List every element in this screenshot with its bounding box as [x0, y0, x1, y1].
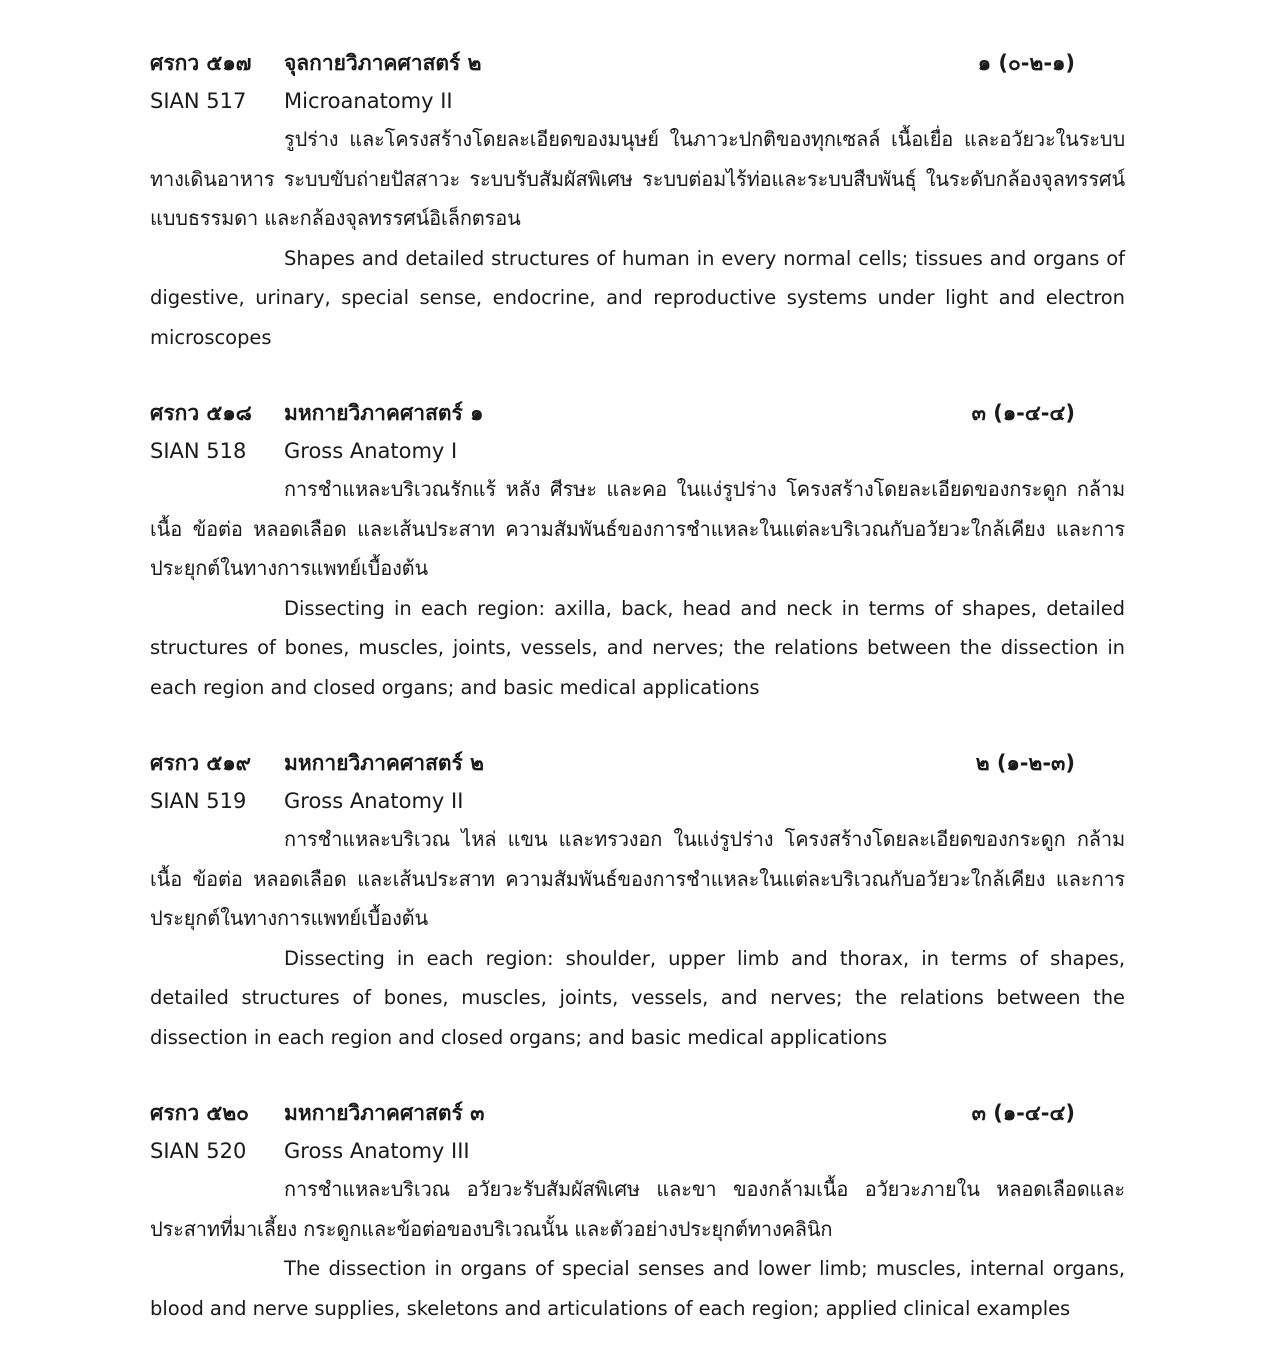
course-thai-heading — [150, 744, 1125, 782]
course-english-code: SIAN 520 — [150, 1139, 247, 1163]
course-thai-heading — [150, 394, 1125, 432]
course-english-code: SIAN 518 — [150, 439, 247, 463]
course-thai-description: การชำแหละบริเวณรักแร้ หลัง ศีรษะ และคอ ในแง่รูปร่าง โครงสร้างโดยละเอียดของกระดูก กล้ามเนื้อ ข้อต่อ หลอดเลือด และเส้นประสาท ความสัมพันธ์ของการชำแหละในแต่ละบริเวณกับอวัยวะใกล้เคียง และการประยุกต์ในทางการแพทย์เบื้องต้น — [150, 477, 1125, 580]
course-english-description: Dissecting in each region: axilla, back, head and neck in terms of shapes, detailed structures of bones, muscles, joints, vessels, and nerves; the relations between the dissection in each region and closed organs; and basic medical applications — [150, 596, 1125, 699]
course-thai-title: มหกายวิภาคศาสตร์ ๑ — [284, 401, 484, 425]
course-english-code: SIAN 517 — [150, 89, 247, 113]
course-thai-heading — [150, 44, 1125, 82]
course-english-description: The dissection in organs of special senses and lower limb; muscles, internal organs, blood and nerve supplies, skeletons and articulations of each region; applied clinical examples — [150, 1257, 1125, 1320]
course-english-description: Dissecting in each region: shoulder, upper limb and thorax, in terms of shapes, detailed structures of bones, muscles, joints, vessels, and nerves; the relations between the dissection in each region and closed organs; and basic medical applications — [150, 946, 1125, 1049]
course-thai-description: การชำแหละบริเวณ ไหล่ แขน และทรวงอก ในแง่รูปร่าง โครงสร้างโดยละเอียดของกระดูก กล้ามเนื้อ ข้อต่อ หลอดเลือด และเส้นประสาท ความสัมพันธ์ของการชำแหละในแต่ละบริเวณกับอวัยวะใกล้เคียง และการประยุกต์ในทางการแพทย์เบื้องต้น — [150, 827, 1125, 930]
course-english-heading — [150, 782, 1125, 820]
course-credits: ๒ (๑-๒-๓) — [975, 751, 1075, 775]
course-thai-description: การชำแหละบริเวณ อวัยวะรับสัมผัสพิเศษ และขา ของกล้ามเนื้อ อวัยวะภายใน หลอดเลือดและประสาทที่มาเลี้ยง กระดูกและข้อต่อของบริเวณนั้น และตัวอย่างประยุกต์ทางคลินิก — [150, 1177, 1125, 1241]
course-english-title: Microanatomy II — [284, 89, 453, 113]
course-entry-sian-520 — [150, 1094, 1125, 1328]
course-english-heading — [150, 82, 1125, 120]
course-thai-code: ศรกว ๕๒๐ — [150, 1101, 249, 1125]
course-thai-code: ศรกว ๕๑๙ — [150, 751, 252, 775]
course-thai-heading — [150, 1094, 1125, 1132]
course-credits: ๓ (๑-๔-๔) — [971, 401, 1075, 425]
course-english-description: Shapes and detailed structures of human in every normal cells; tissues and organs of digestive, urinary, special sense, endocrine, and reproductive systems under light and electron microscopes — [150, 246, 1125, 349]
course-english-heading — [150, 1132, 1125, 1170]
course-description-page — [150, 44, 1125, 1328]
course-english-code: SIAN 519 — [150, 789, 247, 813]
course-english-title: Gross Anatomy II — [284, 789, 464, 813]
course-credits: ๑ (๐-๒-๑) — [977, 51, 1075, 75]
course-thai-description: รูปร่าง และโครงสร้างโดยละเอียดของมนุษย์ ในภาวะปกติของทุกเซลล์ เนื้อเยื่อ และอวัยวะในระบบทางเดินอาหาร ระบบขับถ่ายปัสสาวะ ระบบรับสัมผัสพิเศษ ระบบต่อมไร้ท่อและระบบสืบพันธุ์ ในระดับกล้องจุลทรรศน์แบบธรรมดา และกล้องจุลทรรศน์อิเล็กตรอน — [150, 127, 1125, 230]
course-english-title: Gross Anatomy III — [284, 1139, 470, 1163]
course-entry-sian-518 — [150, 394, 1125, 707]
course-english-title: Gross Anatomy I — [284, 439, 458, 463]
course-thai-code: ศรกว ๕๑๘ — [150, 401, 252, 425]
course-thai-title: จุลกายวิภาคศาสตร์ ๒ — [284, 51, 482, 75]
course-entry-sian-517 — [150, 44, 1125, 357]
course-thai-title: มหกายวิภาคศาสตร์ ๒ — [284, 751, 484, 775]
course-credits: ๓ (๑-๔-๔) — [971, 1101, 1075, 1125]
course-entry-sian-519 — [150, 744, 1125, 1057]
course-thai-code: ศรกว ๕๑๗ — [150, 51, 252, 75]
course-thai-title: มหกายวิภาคศาสตร์ ๓ — [284, 1101, 485, 1125]
course-english-heading — [150, 432, 1125, 470]
